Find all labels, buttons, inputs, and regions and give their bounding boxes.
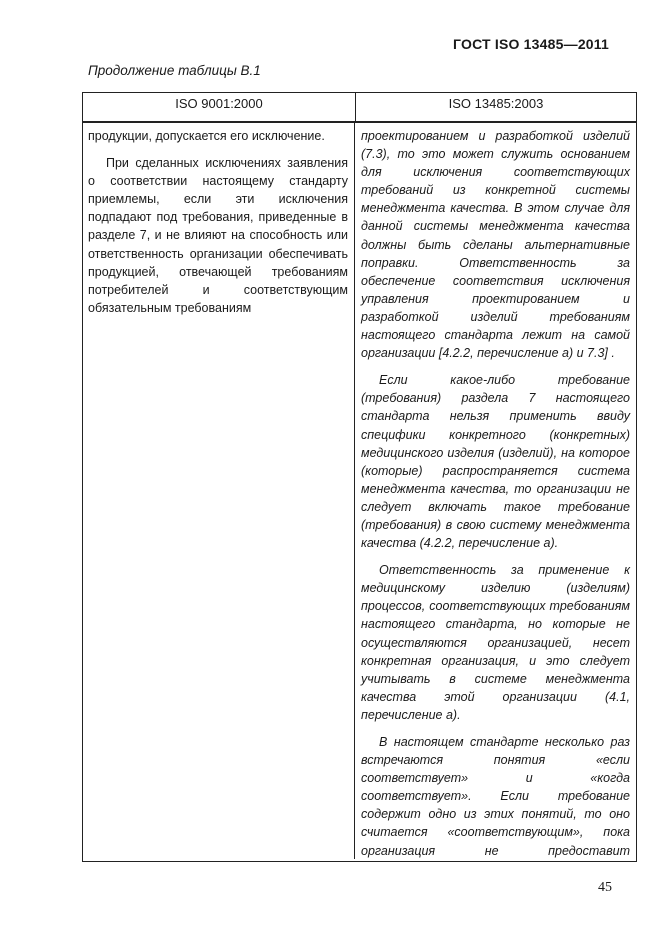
left-paragraph: При сделанных исключениях заявления о соответствии настоящему стандарту приемлемы, если эти исключения подпадают под требования, приведенные в разделе 7, и не влияют на способность или ответственность организации обеспечивать продукцией, отвечающей требованиям потребителей и соответствующим обязательным требованиям — [88, 156, 348, 315]
table-body-row — [83, 123, 636, 859]
right-paragraph: Ответственность за применение к медицинскому изделию (изделиям) процессов, соответствующих требованиям настоящего стандарта, но которые не осуществляются организацией, несет конкретная организация, и это следует учитывать в системе менеджмента качества этой организации (4.1, перечисление а). — [361, 563, 630, 722]
page-number: 45 — [598, 880, 612, 895]
table-header-row — [83, 93, 636, 123]
column-header-iso9001: ISO 9001:2000 — [83, 93, 356, 121]
right-paragraph: проектированием и разработкой изделий (7.3), то это может служить основанием для исключения соответствующих требований из конкретной системы менеджмента качества. В этом случае для данной системы менеджмента качества должны быть сделаны альтернативные поправки. Ответственность за обеспечение соответствия исключения управления проектированием и разработкой изделий требованиям настоящего стандарта лежит на самой организации [4.2.2, перечисление а) и 7.3] . — [361, 129, 630, 361]
right-paragraph: Если какое-либо требование (требования) раздела 7 настоящего стандарта нельзя применить ввиду специфики конкретного (конкретных) медицинского изделия (изделий), на которое (которые) распространяется система менеджмента качества, то организации не следует включать такое требование (требования) в свою систему менеджмента качества (4.2.2, перечисление а). — [361, 373, 630, 551]
cell-iso13485 — [355, 123, 636, 859]
column-header-iso13485: ISO 13485:2003 — [448, 96, 544, 111]
cell-iso9001 — [83, 123, 355, 859]
document-header: ГОСТ ISO 13485—2011 — [453, 36, 609, 52]
comparison-table — [82, 92, 637, 862]
table-caption: Продолжение таблицы В.1 — [88, 63, 261, 78]
right-paragraph: В настоящем стандарте несколько раз встречаются понятия «если соответствует» и «когда соответствует». Если требование содержит одно из этих понятий, то оно считается «соответствующим», пока организация не предоставит — [361, 735, 630, 858]
left-paragraph: продукции, допускается его исключение. — [88, 129, 325, 143]
